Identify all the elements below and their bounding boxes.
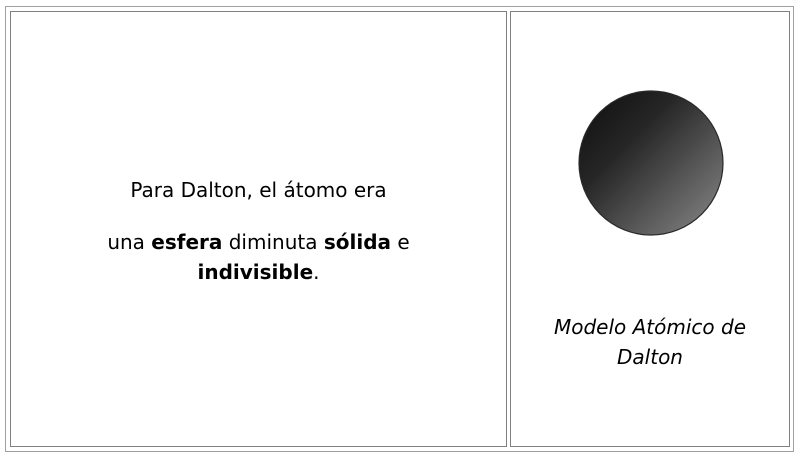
description-line-1 [11,175,506,205]
word-diminuta: diminuta [222,230,324,254]
description-line-2 [11,227,506,257]
model-caption [511,312,789,372]
word-indivisible-bold: indivisible [197,260,314,284]
description-line-3 [11,257,506,287]
period: . [313,260,320,284]
description-cell [10,11,507,447]
model-cell [510,11,790,447]
sphere-svg [577,89,725,237]
word-e: e [391,230,410,254]
word-solida-bold: sólida [323,230,392,254]
sphere-circle [579,91,723,235]
description-intro: Para Dalton, el átomo era [130,178,387,202]
caption-line-2: Dalton [617,345,683,369]
caption-line-1: Modelo Atómico de [553,315,747,339]
word-esfera-bold: esfera [151,230,223,254]
content-table [5,6,794,452]
word-una: una [107,230,152,254]
dalton-sphere-icon [577,89,725,237]
